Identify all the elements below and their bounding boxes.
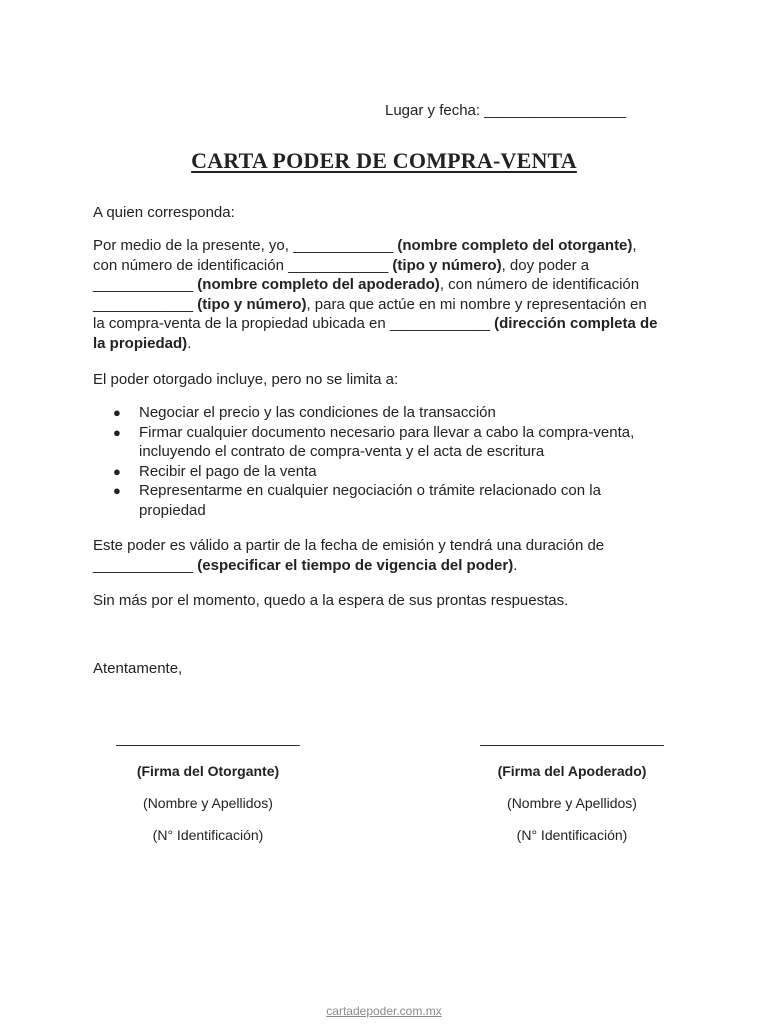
bullet-icon: ● — [113, 405, 121, 420]
signature-name: (Nombre y Apellidos) — [143, 795, 273, 811]
signature-id: (N° Identificación) — [152, 827, 264, 843]
bullet-icon: ● — [113, 424, 121, 440]
list-item — [113, 423, 658, 462]
signature-line: ______________________ — [480, 730, 664, 747]
bullet-icon: ● — [113, 463, 121, 479]
signature-block-grantor — [78, 729, 338, 844]
placeholder-attorney-name: (nombre completo del apoderado) — [197, 276, 440, 294]
text-segment: Por medio de la presente, yo, ____________ — [93, 237, 398, 254]
text-segment: Este poder es válido a partir de la fecha de emisión y tendrá una duración de ____________ — [93, 537, 605, 574]
list-item — [113, 481, 658, 520]
greeting — [93, 203, 658, 223]
text-segment: . — [513, 556, 518, 574]
document-title: CARTA PODER DE COMPRA-VENTA — [191, 148, 577, 173]
text-segment: , para que actúe en mi nombre y representación en la compra-venta de la propiedad ubicada en ____________ — [93, 295, 647, 333]
powers-list — [113, 403, 658, 521]
paragraph-validity — [93, 536, 658, 575]
paragraph-grant — [93, 236, 658, 354]
footer-source-link[interactable]: cartadepoder.com.mx — [326, 1004, 442, 1018]
text-segment: , con número de identificación ____________ — [93, 276, 640, 313]
placeholder-grantor-name: (nombre completo del otorgante) — [397, 237, 633, 254]
signature-name: (Nombre y Apellidos) — [507, 795, 637, 811]
placeholder-validity-period: (especificar el tiempo de vigencia del poder) — [197, 556, 514, 574]
text-segment: . — [187, 334, 192, 352]
list-item-text: Negociar el precio y las condiciones de la transacción — [139, 404, 496, 421]
list-item-text: Representarme en cualquier negociación o trámite relacionado con la propiedad — [139, 482, 601, 519]
paragraph-validity-text — [93, 536, 658, 575]
signature-role: (Firma del Apoderado) — [497, 763, 647, 779]
text-segment: , con número de identificación ____________ — [93, 237, 637, 274]
signature-line: ______________________ — [116, 730, 300, 747]
signature-block-attorney — [442, 729, 702, 844]
paragraph-farewell — [93, 591, 658, 611]
list-item-text: Recibir el pago de la venta — [139, 462, 317, 480]
closing-text: Atentamente, — [93, 660, 183, 677]
closing — [93, 659, 658, 679]
paragraph-scope — [93, 370, 658, 390]
placeholder-property-address: (dirección completa de la propiedad) — [93, 315, 658, 352]
signature-role: (Firma del Otorgante) — [136, 763, 280, 779]
paragraph-scope-text: El poder otorgado incluye, pero no se limita a: — [93, 371, 399, 388]
placeholder-attorney-id: (tipo y número) — [197, 295, 307, 313]
place-date-field: Lugar y fecha: _________________ — [385, 102, 627, 119]
greeting-text: A quien corresponda: — [93, 204, 235, 221]
text-segment: , doy poder a ____________ — [93, 256, 590, 294]
paragraph-grant-text — [93, 236, 658, 354]
bullet-icon: ● — [113, 483, 121, 499]
list-item — [113, 403, 658, 423]
placeholder-grantor-id: (tipo y número) — [392, 256, 502, 274]
signature-id: (N° Identificación) — [516, 827, 628, 843]
paragraph-farewell-text: Sin más por el momento, quedo a la espera de sus prontas respuestas. — [93, 592, 569, 609]
list-item — [113, 462, 658, 482]
list-item-text: Firmar cualquier documento necesario para llevar a cabo la compra-venta, incluyendo el contrato de compra-venta y el acta de escritura — [139, 423, 635, 461]
